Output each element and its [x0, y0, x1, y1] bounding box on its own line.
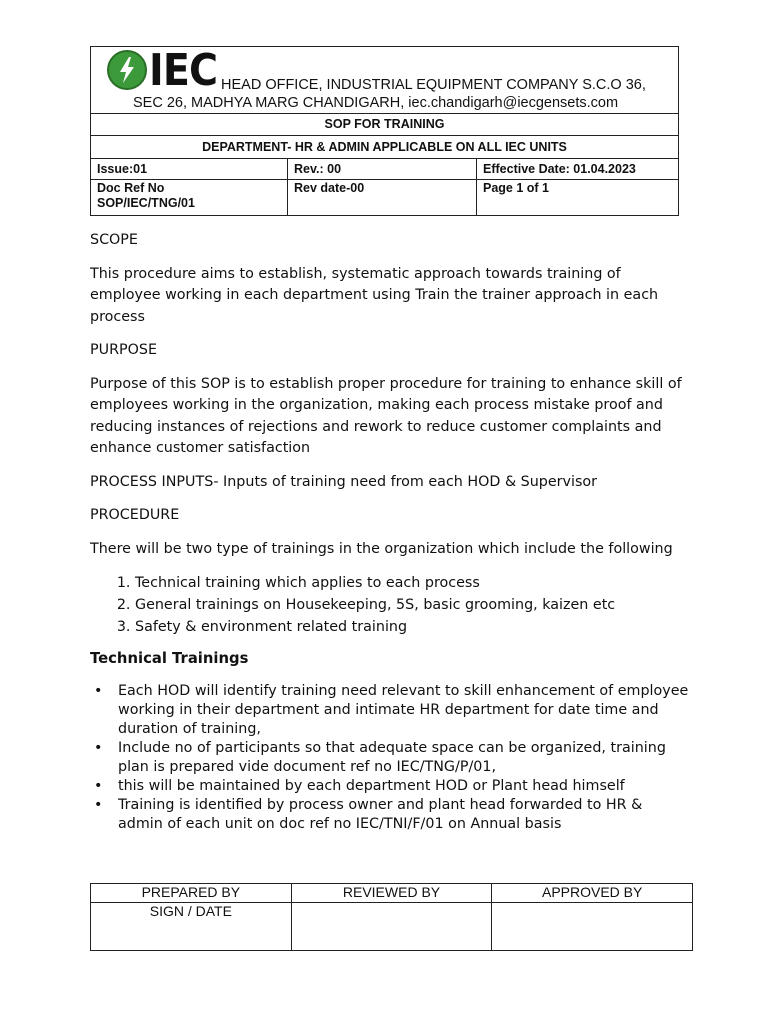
- training-types-list: [90, 572, 690, 638]
- signoff-table: [90, 883, 693, 951]
- effective-date-cell: Effective Date: 01.04.2023: [483, 162, 636, 176]
- purpose-heading: PURPOSE: [90, 342, 158, 358]
- list-item: • this will be maintained by each department HOD or Plant head himself: [118, 777, 690, 796]
- purpose-text: Purpose of this SOP is to establish proper procedure for training to enhance skill of employees working in the organization, making each process mistake proof and reducing instances of rejections and rework to reduce customer complaints and enhance customer satisfaction: [90, 375, 682, 456]
- process-inputs-text: PROCESS INPUTS- Inputs of training need from each HOD & Supervisor: [90, 473, 598, 490]
- address-line-1: HEAD OFFICE, INDUSTRIAL EQUIPMENT COMPANY S.C.O 36,: [221, 77, 646, 93]
- approved-column: [492, 884, 692, 950]
- address-line-2: SEC 26, MADHYA MARG CHANDIGARH, iec.chandigarh@iecgensets.com: [133, 95, 619, 111]
- list-item: • Training is identified by process owner and plant head forwarded to HR & admin of each unit on doc ref no IEC/TNI/F/01 on Annual basis: [118, 796, 690, 834]
- scope-text: This procedure aims to establish, systematic approach towards training of employee working in each department using Train the trainer approach in each process: [90, 265, 659, 325]
- list-item: • Include no of participants so that adequate space can be organized, training plan is prepared vide document ref no IEC/TNG/P/01,: [118, 739, 690, 777]
- document-header-table: [90, 46, 679, 216]
- department-line: DEPARTMENT- HR & ADMIN APPLICABLE ON ALL IEC UNITS: [91, 136, 678, 159]
- rev-date-cell: Rev date-00: [288, 180, 477, 215]
- document-body: [90, 230, 690, 834]
- approved-by-label: APPROVED BY: [492, 884, 692, 903]
- revision-cell: Rev.: 00: [288, 159, 477, 179]
- doc-ref-cell: [91, 180, 288, 215]
- doc-ref-label: Doc Ref No: [97, 181, 165, 195]
- doc-ref-row: [91, 180, 678, 215]
- document-title: SOP FOR TRAINING: [91, 114, 678, 136]
- reviewed-by-label: REVIEWED BY: [292, 884, 492, 903]
- technical-points-list: [90, 682, 690, 834]
- list-item: 1. Technical training which applies to each process: [135, 572, 690, 594]
- list-item: • Each HOD will identify training need relevant to skill enhancement of employee working in their department and intimate HR department for date time and duration of training,: [118, 682, 690, 739]
- list-item: 2. General trainings on Housekeeping, 5S, basic grooming, kaizen etc: [135, 594, 690, 616]
- technical-trainings-heading: Technical Trainings: [90, 650, 249, 667]
- doc-ref-value: SOP/IEC/TNG/01: [97, 196, 195, 210]
- lightning-logo-icon: [107, 50, 147, 90]
- company-logo-text: IEC: [149, 45, 218, 96]
- prepared-by-label: PREPARED BY: [91, 884, 291, 903]
- prepared-column: [91, 884, 292, 950]
- issue-row: [91, 159, 678, 180]
- list-item: 3. Safety & environment related training: [135, 616, 690, 638]
- page-number-cell: Page 1 of 1: [483, 181, 549, 195]
- sign-date-label: SIGN / DATE: [149, 903, 232, 919]
- procedure-heading: PROCEDURE: [90, 507, 180, 523]
- procedure-intro: There will be two type of trainings in the organization which include the following: [90, 540, 673, 557]
- reviewed-column: [292, 884, 493, 950]
- company-header-row: [91, 47, 678, 114]
- scope-heading: SCOPE: [90, 232, 138, 248]
- issue-cell: Issue:01: [91, 159, 288, 179]
